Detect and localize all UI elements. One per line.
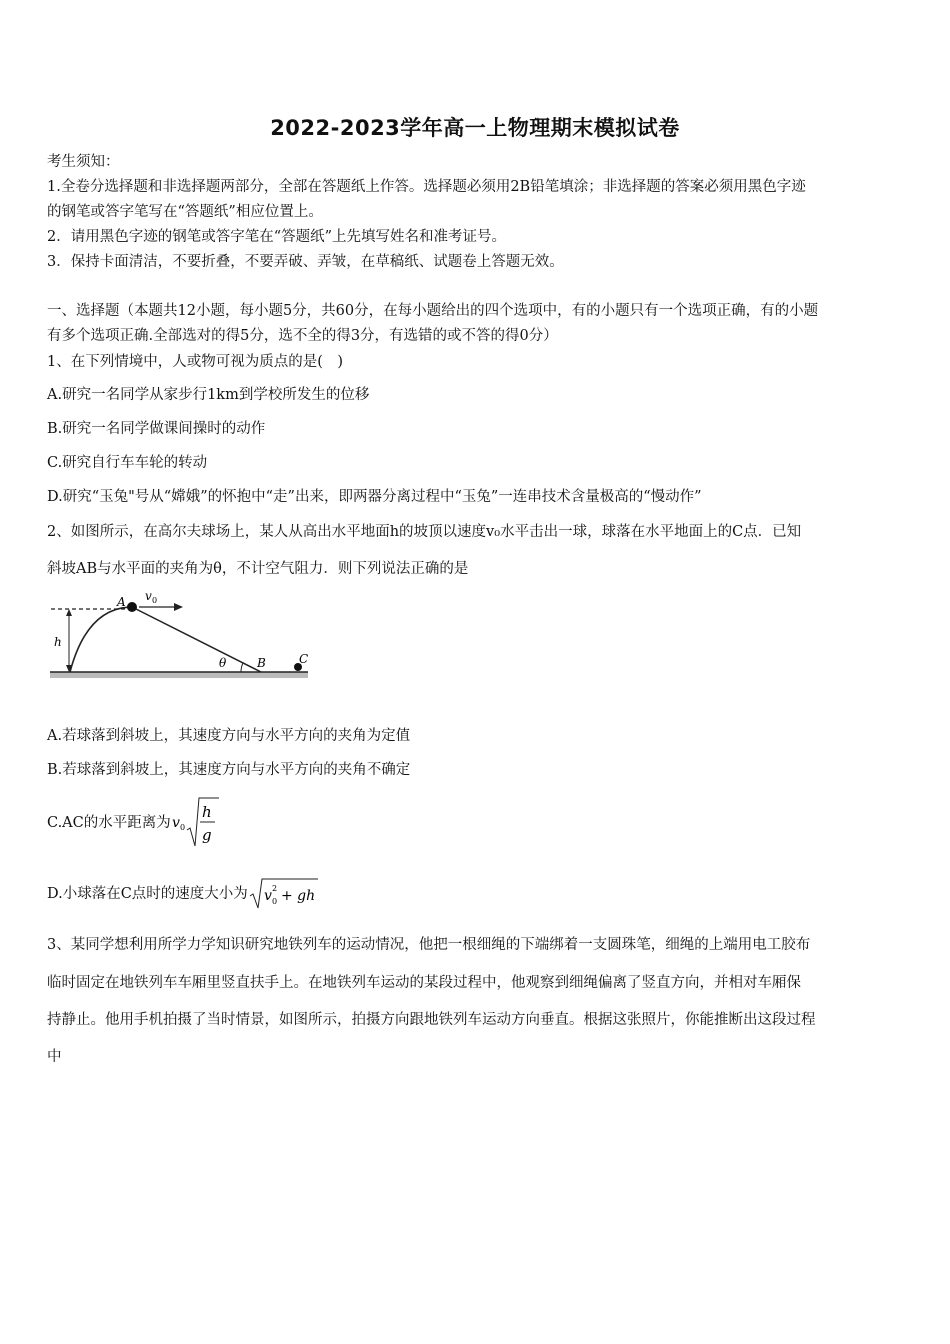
question-2-option-a: A.若球落到斜坡上，其速度方向与水平方向的夹角为定值: [47, 728, 411, 744]
page-title: 2022-2023学年高一上物理期末模拟试卷: [270, 116, 680, 140]
question-1-stem: 1、在下列情境中，人或物可视为质点的是( ): [47, 354, 344, 370]
label-v: v: [145, 589, 152, 603]
question-3-stem: 3、某同学想利用所学力学知识研究地铁列车的运动情况，他把一根细绳的下端绑着一支圆珠笔，细绳的上端用电工胶布: [47, 937, 811, 953]
question-3-stem: 临时固定在地铁列车车厢里竖直扶手上。在地铁列车运动的某段过程中，他观察到细绳偏离了竖直方向，并相对车厢保: [47, 975, 801, 991]
question-1-option-b: B.研究一名同学做课间操时的动作: [47, 421, 266, 437]
sqrt-v0-squared-plus-gh-formula: [248, 876, 320, 912]
label-h: h: [54, 635, 62, 649]
notice-item: 的钢笔或答字笔写在“答题纸”相应位置上。: [47, 204, 323, 220]
notice-item: 2．请用黑色字迹的钢笔或答字笔在“答题纸”上先填写姓名和准考证号。: [47, 229, 507, 245]
ground: [50, 672, 308, 678]
question-2-stem: 2、如图所示，在高尔夫球场上，某人从高出水平地面h的坡顶以速度v₀水平击出一球，球落在水平地面上的C点．已知: [47, 524, 802, 540]
label-v-sub: 0: [152, 596, 158, 605]
question-2-option-b: B.若球落到斜坡上，其速度方向与水平方向的夹角不确定: [47, 762, 411, 778]
section-instructions: 有多个选项正确.全部选对的得5分，选不全的得3分，有选错的或不答的得0分）: [47, 328, 558, 344]
question-3-stem: 中: [47, 1049, 62, 1065]
label-b: B: [257, 656, 266, 670]
label-c: C: [299, 652, 309, 666]
notice-heading: 考生须知：: [47, 154, 120, 170]
notice-item: 3．保持卡面清洁，不要折叠，不要弄破、弄皱，在草稿纸、试题卷上答题无效。: [47, 254, 564, 270]
svg-text:2: 2: [271, 884, 277, 893]
question-2-option-c: [47, 796, 907, 850]
question-1-option-c: C.研究自行车车轮的转动: [47, 455, 208, 471]
question-1-option-d: D.研究“玉兔"号从“嫦娥”的怀抱中“走”出来，即两器分离过程中“玉兔”一连串技术含量极高的“慢动作”: [47, 489, 702, 505]
section-instructions: 一、选择题（本题共12小题，每小题5分，共60分，在每小题给出的四个选项中，有的小题只有一个选项正确，有的小题: [47, 303, 819, 319]
svg-text:+ gh: + gh: [280, 888, 315, 904]
slope-line: [132, 607, 261, 672]
trajectory-curve: [70, 607, 131, 672]
svg-text:g: g: [201, 826, 212, 844]
option-c-text: C.AC的水平距离为: [47, 815, 171, 831]
notice-item: 1.全卷分选择题和非选择题两部分，全部在答题纸上作答。选择题必须用2B铅笔填涂；非选择题的答案必须用黑色字迹: [47, 179, 806, 195]
question-2-option-d: [47, 876, 907, 912]
svg-text:0: 0: [179, 823, 185, 832]
svg-text:v: v: [171, 815, 180, 831]
slope-figure: [47, 588, 317, 688]
label-a: A: [117, 595, 126, 609]
question-1-option-a: A.研究一名同学从家步行1km到学校所发生的位移: [47, 387, 370, 403]
question-3-stem: 持静止。他用手机拍摄了当时情景，如图所示，拍摄方向跟地铁列车运动方向垂直。根据这张照片，你能推断出这段过程: [47, 1012, 816, 1028]
svg-text:v: v: [263, 888, 272, 904]
svg-text:0: 0: [271, 897, 277, 906]
svg-text:h: h: [201, 803, 212, 821]
label-theta: θ: [219, 656, 227, 670]
option-d-text: D.小球落在C点时的速度大小为: [47, 886, 248, 902]
sqrt-h-over-g-formula: [171, 796, 221, 850]
ball-a: [127, 602, 137, 612]
question-2-stem: 斜坡AB与水平面的夹角为θ，不计空气阻力．则下列说法正确的是: [47, 561, 469, 577]
